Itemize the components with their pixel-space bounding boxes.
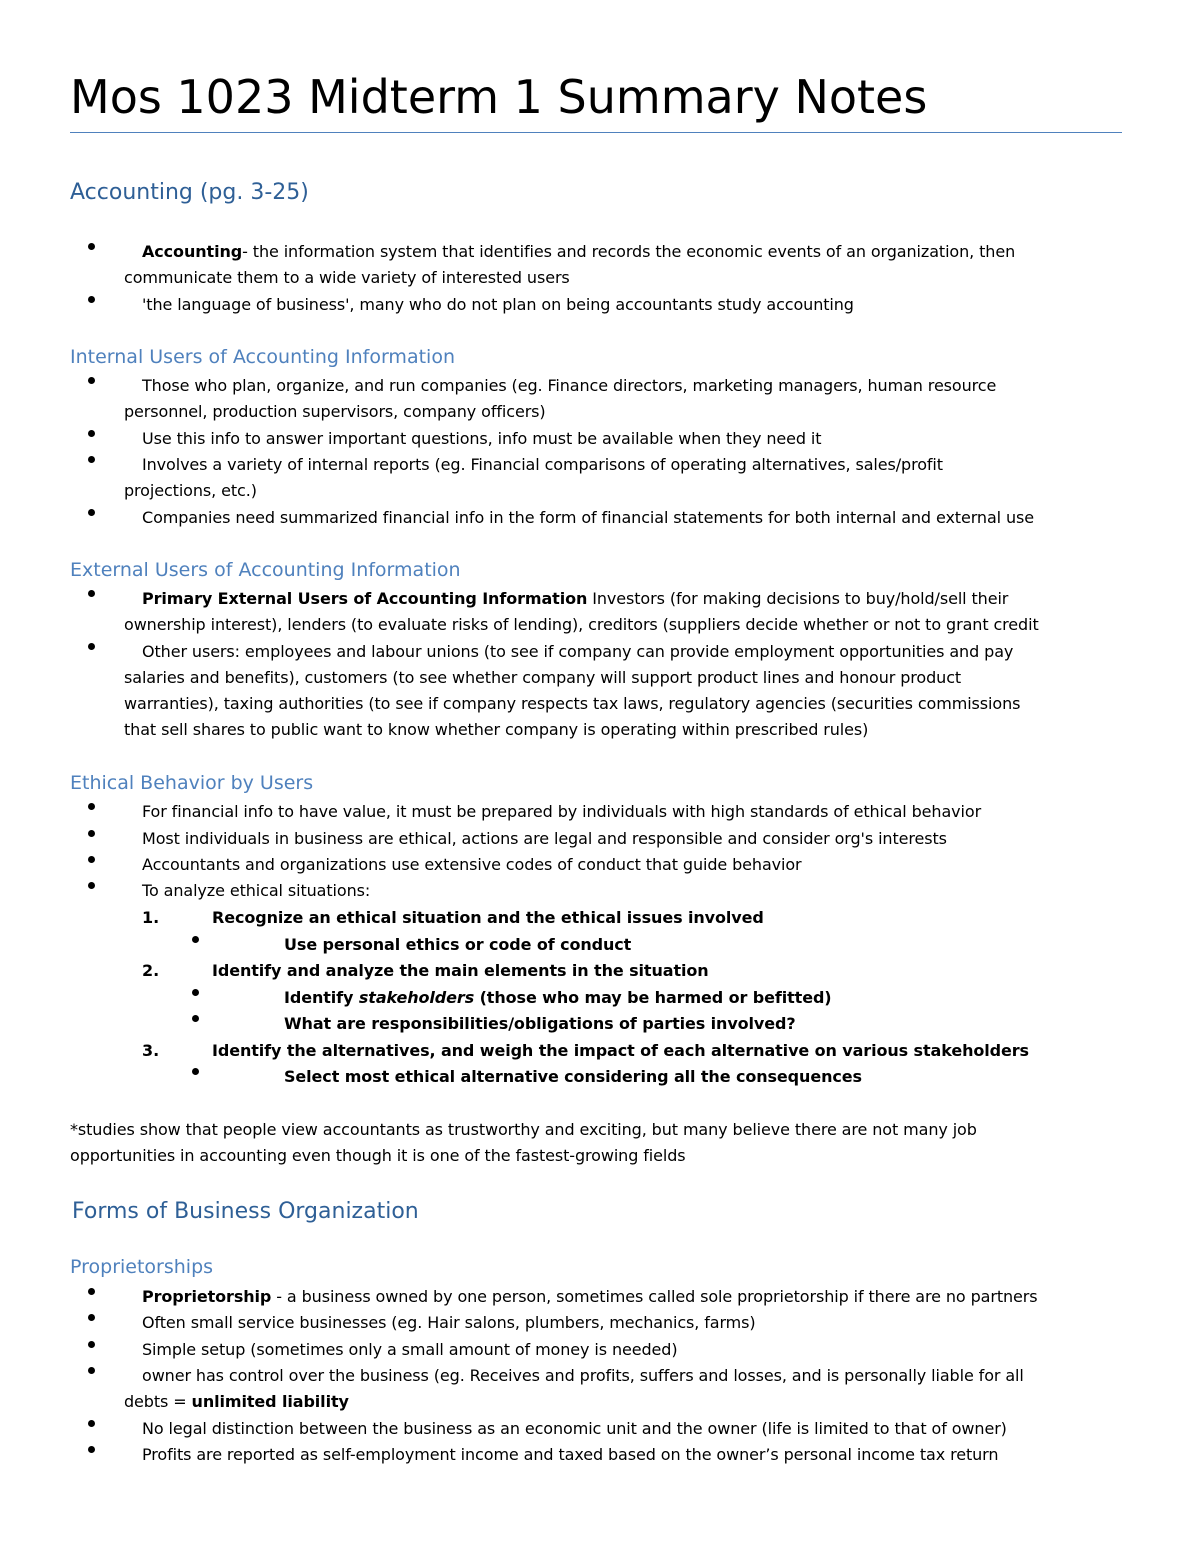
list-item-continuation: communicate them to a wide variety of interested users (124, 268, 570, 287)
bullet-icon (192, 989, 199, 996)
list-item-text: - the information system that identifies and records the economic events of an organization, then (242, 242, 1016, 261)
list-item-continuation (124, 1389, 349, 1415)
bullet-icon (88, 643, 95, 650)
bullet-icon (88, 430, 95, 437)
term-accounting: Accounting (142, 242, 243, 261)
bullet-icon (88, 590, 95, 597)
step-text: Identify the alternatives, and weigh the impact of each alternative on various stakeholders (212, 1041, 1029, 1060)
list-item-text: debts = (124, 1392, 192, 1411)
bullet-icon (88, 377, 95, 384)
list-item-continuation: warranties), taxing authorities (to see if company respects tax laws, regulatory agencies (securities commissions (124, 694, 1021, 713)
section-heading-internal-users: Internal Users of Accounting Information (70, 346, 455, 368)
step-text: Recognize an ethical situation and the ethical issues involved (212, 908, 764, 927)
list-item: owner has control over the business (eg. Receives and profits, suffers and losses, and is personally liable for all (142, 1366, 1024, 1385)
bullet-icon (192, 1015, 199, 1022)
note-text: *studies show that people view accountants as trustworthy and exciting, but many believe there are not many job (70, 1120, 977, 1139)
bullet-icon (88, 296, 95, 303)
sub-list-item (284, 985, 832, 1011)
list-item-continuation: projections, etc.) (124, 481, 257, 500)
list-item-continuation: personnel, production supervisors, company officers) (124, 402, 546, 421)
section-heading-ethical-behavior: Ethical Behavior by Users (70, 772, 314, 794)
bullet-icon (192, 1068, 199, 1075)
bullet-icon (88, 243, 95, 250)
step-text: Identify and analyze the main elements in the situation (212, 961, 709, 980)
sub-list-item: Use personal ethics or code of conduct (284, 935, 632, 954)
list-item: Those who plan, organize, and run companies (eg. Finance directors, marketing managers, human resource (142, 376, 997, 395)
bullet-icon (88, 509, 95, 516)
sub-list-item: Select most ethical alternative considering all the consequences (284, 1067, 862, 1086)
list-item: Companies need summarized financial info in the form of financial statements for both internal and external use (142, 508, 1035, 527)
section-heading-forms: Forms of Business Organization (72, 1199, 419, 1224)
list-item-text: - a business owned by one person, sometimes called sole proprietorship if there are no partners (271, 1287, 1038, 1306)
list-item: Involves a variety of internal reports (eg. Financial comparisons of operating alternatives, sales/profit (142, 455, 943, 474)
list-item: Accountants and organizations use extensive codes of conduct that guide behavior (142, 855, 802, 874)
term-primary-external-users: Primary External Users of Accounting Information (142, 589, 588, 608)
list-item (142, 1284, 1038, 1310)
bullet-icon (88, 1341, 95, 1348)
section-heading-accounting: Accounting (pg. 3-25) (70, 180, 309, 205)
page-title: Mos 1023 Midterm 1 Summary Notes (70, 66, 1122, 133)
bullet-icon (88, 1367, 95, 1374)
list-item: Profits are reported as self-employment income and taxed based on the owner’s personal income tax return (142, 1445, 999, 1464)
list-item: Often small service businesses (eg. Hair salons, plumbers, mechanics, farms) (142, 1313, 756, 1332)
list-item: For financial info to have value, it must be prepared by individuals with high standards of ethical behavior (142, 802, 982, 821)
bullet-icon (88, 1420, 95, 1427)
bullet-icon (88, 456, 95, 463)
list-item (142, 239, 1015, 265)
note-text: opportunities in accounting even though it is one of the fastest-growing fields (70, 1146, 686, 1165)
list-item: Most individuals in business are ethical, actions are legal and responsible and consider org's interests (142, 829, 947, 848)
bullet-icon (88, 1446, 95, 1453)
list-item (142, 586, 1008, 612)
bullet-icon (88, 803, 95, 810)
sub-list-item-text: (those who may be harmed or befitted) (474, 988, 832, 1007)
term-proprietorship: Proprietorship (142, 1287, 272, 1306)
list-item-text: Investors (for making decisions to buy/hold/sell their (587, 589, 1009, 608)
bullet-icon (88, 1314, 95, 1321)
sub-list-item: What are responsibilities/obligations of parties involved? (284, 1014, 796, 1033)
step-number: 2. (142, 961, 160, 980)
bullet-icon (88, 1288, 95, 1295)
list-item: To analyze ethical situations: (142, 881, 371, 900)
list-item-continuation: that sell shares to public want to know whether company is operating within prescribed rules) (124, 720, 869, 739)
section-heading-external-users: External Users of Accounting Information (70, 559, 461, 581)
bullet-icon (88, 830, 95, 837)
sub-list-item-text: Identify (284, 988, 359, 1007)
list-item: 'the language of business', many who do not plan on being accountants study accounting (142, 295, 854, 314)
list-item-continuation: ownership interest), lenders (to evaluate risks of lending), creditors (suppliers decide whether or not to grant credit (124, 615, 1039, 634)
bullet-icon (88, 856, 95, 863)
term-stakeholders: stakeholders (358, 988, 475, 1007)
list-item: Simple setup (sometimes only a small amount of money is needed) (142, 1340, 678, 1359)
bullet-icon (192, 936, 199, 943)
list-item: Other users: employees and labour unions (to see if company can provide employment opportunities and pay (142, 642, 1014, 661)
bullet-icon (88, 882, 95, 889)
list-item: No legal distinction between the business as an economic unit and the owner (life is limited to that of owner) (142, 1419, 1007, 1438)
list-item: Use this info to answer important questions, info must be available when they need it (142, 429, 822, 448)
list-item-continuation: salaries and benefits), customers (to see whether company will support product lines and honour product (124, 668, 962, 687)
section-heading-proprietorships: Proprietorships (70, 1256, 214, 1278)
step-number: 1. (142, 908, 160, 927)
term-unlimited-liability: unlimited liability (191, 1392, 349, 1411)
step-number: 3. (142, 1041, 160, 1060)
